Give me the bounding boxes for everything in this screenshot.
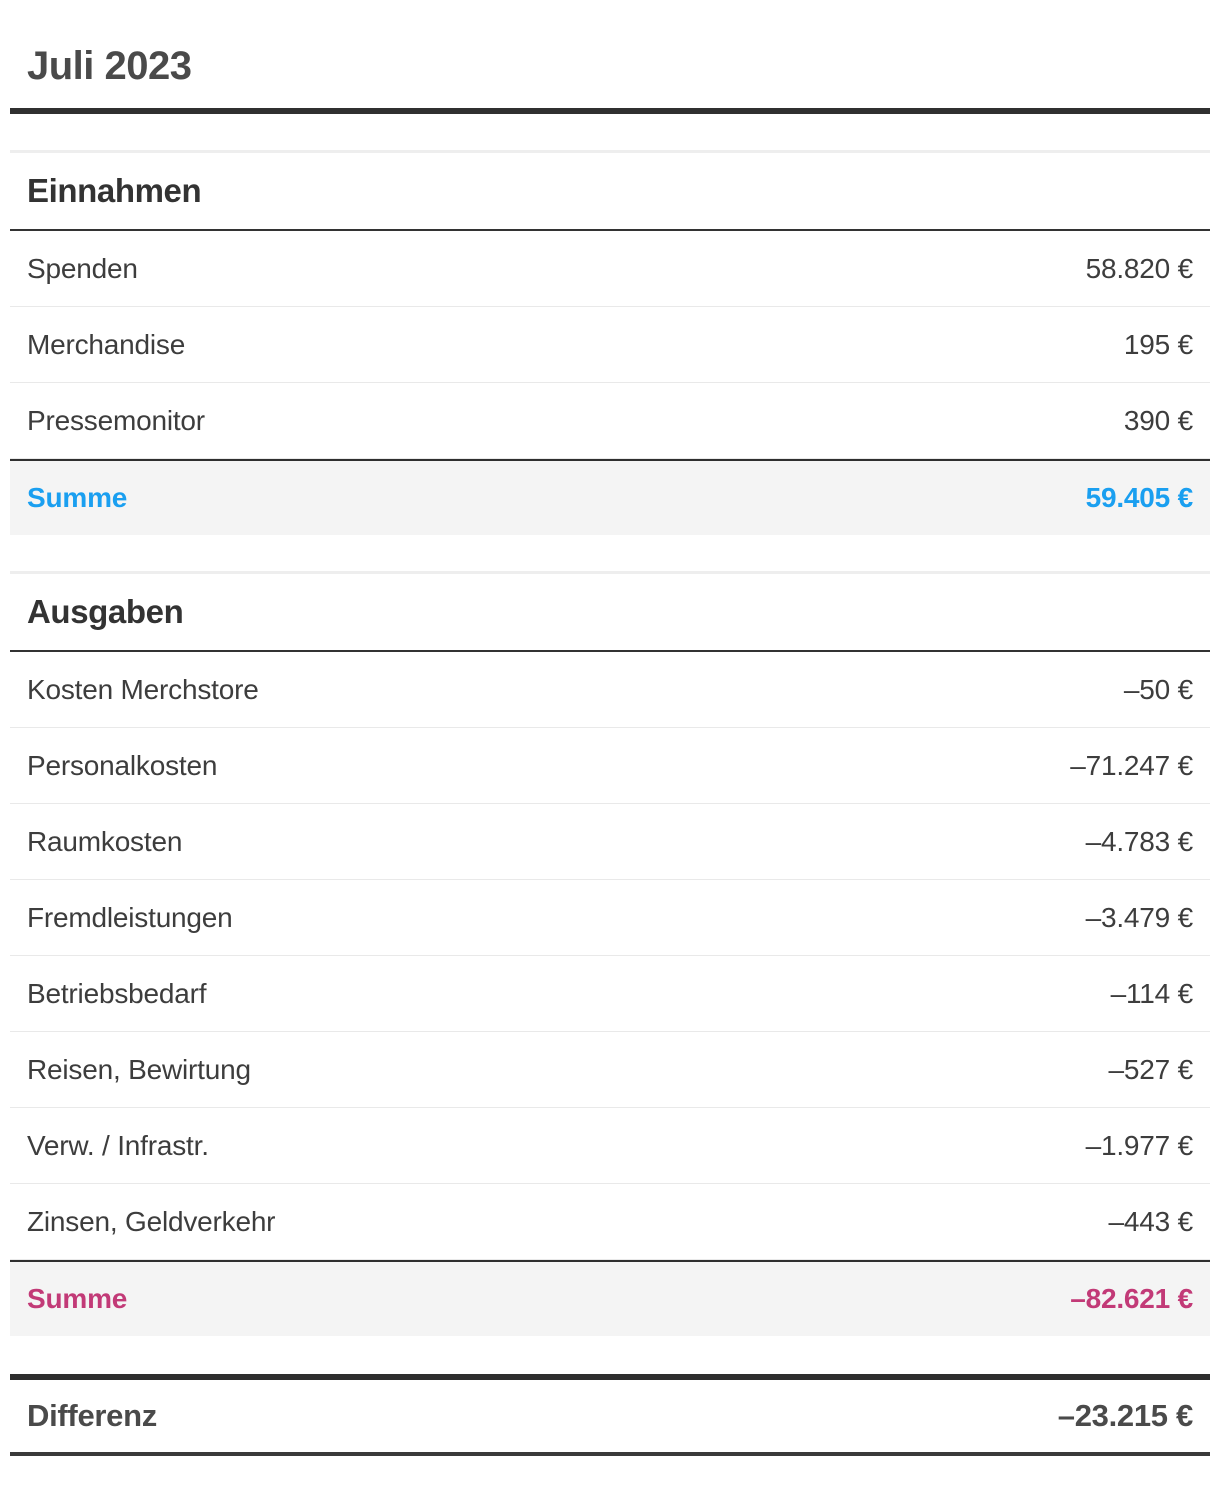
table-row-kosten-merchstore [10, 652, 1210, 728]
table-row-verw-infrastr [10, 1108, 1210, 1184]
row-label: Spenden [27, 252, 138, 284]
differenz-row [10, 1374, 1210, 1456]
row-value: –114 € [1110, 977, 1193, 1009]
row-value: –443 € [1108, 1205, 1193, 1237]
row-label: Pressemonitor [27, 404, 205, 436]
section-einnahmen [10, 150, 1210, 535]
table-row-betriebsbedarf [10, 956, 1210, 1032]
row-label: Raumkosten [27, 825, 183, 857]
differenz-value: –23.215 € [1057, 1398, 1193, 1433]
row-value: –3.479 € [1085, 901, 1193, 933]
row-value: 58.820 € [1085, 252, 1193, 284]
row-value: –1.977 € [1085, 1129, 1193, 1161]
sum-value: –82.621 € [1070, 1283, 1193, 1314]
table-row-pressemonitor [10, 383, 1210, 459]
row-value: 195 € [1123, 328, 1193, 360]
row-label: Personalkosten [27, 749, 218, 781]
section-heading-einnahmen: Einnahmen [10, 153, 1210, 231]
table-row-spenden [10, 231, 1210, 307]
table-row-reisen-bewirtung [10, 1032, 1210, 1108]
page-title: Juli 2023 [10, 0, 1210, 114]
row-label: Fremdleistungen [27, 901, 233, 933]
table-row-fremdleistungen [10, 880, 1210, 956]
row-label: Betriebsbedarf [27, 977, 207, 1009]
section-ausgaben [10, 571, 1210, 1336]
sum-value: 59.405 € [1085, 482, 1193, 513]
table-row-raumkosten [10, 804, 1210, 880]
row-value: –527 € [1108, 1053, 1193, 1085]
table-row-zinsen-geldverkehr [10, 1184, 1210, 1260]
table-row-personalkosten [10, 728, 1210, 804]
section-heading-ausgaben: Ausgaben [10, 574, 1210, 652]
sum-row-ausgaben [10, 1260, 1210, 1336]
row-value: –4.783 € [1085, 825, 1193, 857]
sum-label: Summe [27, 482, 128, 513]
sum-row-einnahmen [10, 459, 1210, 535]
table-row-merchandise [10, 307, 1210, 383]
row-value: –50 € [1123, 673, 1193, 705]
row-label: Zinsen, Geldverkehr [27, 1205, 276, 1237]
row-label: Reisen, Bewirtung [27, 1053, 251, 1085]
row-label: Kosten Merchstore [27, 673, 259, 705]
row-value: 390 € [1123, 404, 1193, 436]
sum-label: Summe [27, 1283, 128, 1314]
row-value: –71.247 € [1070, 749, 1193, 781]
row-label: Merchandise [27, 328, 186, 360]
differenz-label: Differenz [27, 1398, 157, 1433]
row-label: Verw. / Infrastr. [27, 1129, 209, 1161]
